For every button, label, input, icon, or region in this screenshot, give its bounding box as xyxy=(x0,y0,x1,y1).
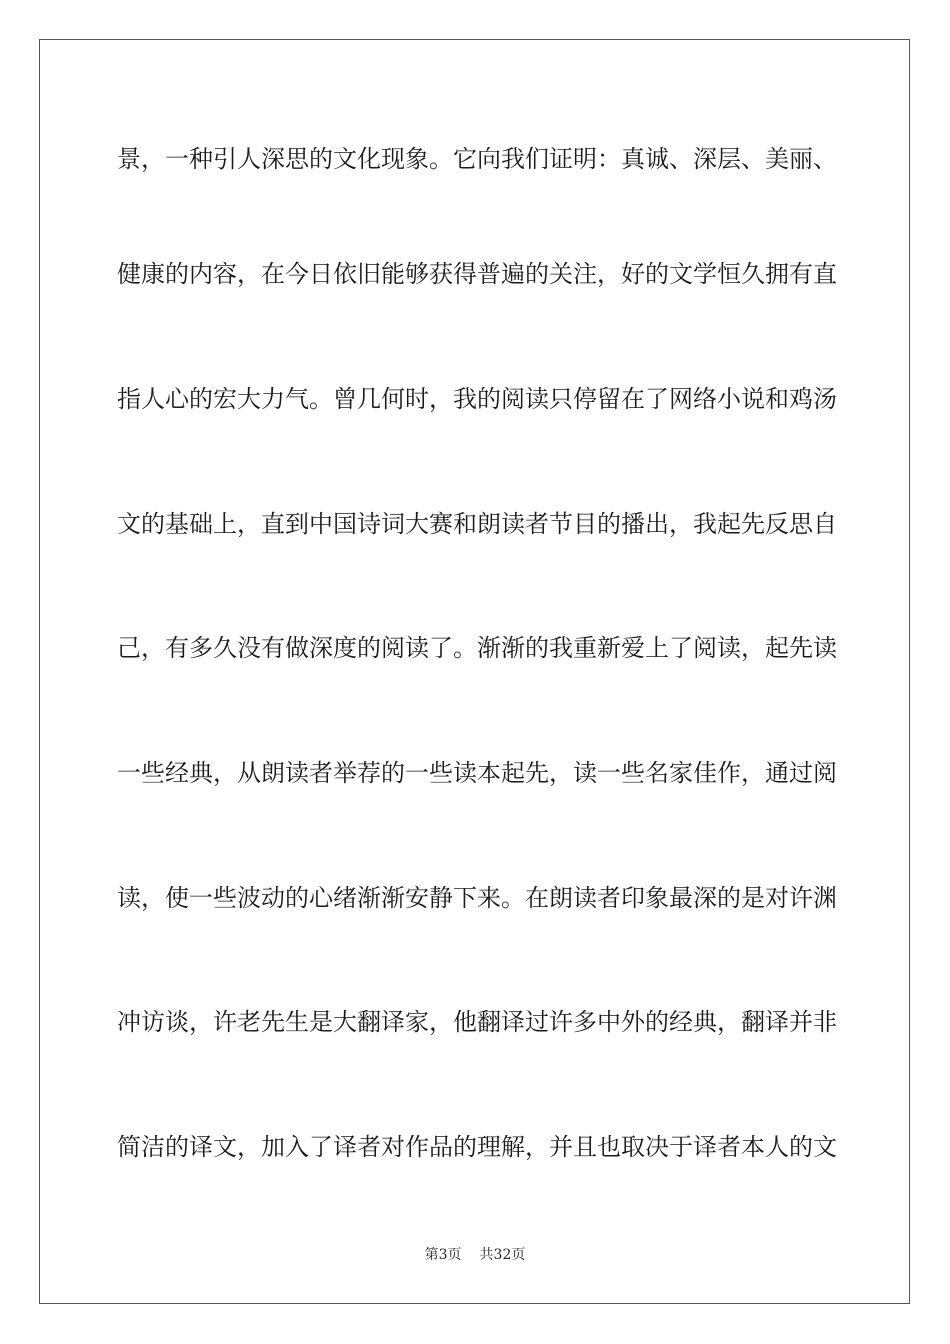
page-border xyxy=(39,39,910,1304)
text-line-2: 健康的内容，在今日依旧能够获得普遍的关注，好的文学恒久拥有直 xyxy=(117,260,837,288)
page-footer xyxy=(0,1245,950,1265)
text-line-7: 读，使一些波动的心绪渐渐安静下来。在朗读者印象最深的是对许渊 xyxy=(117,884,837,912)
text-line-8: 冲访谈，许老先生是大翻译家，他翻译过许多中外的经典，翻译并非 xyxy=(117,1008,837,1036)
text-line-5: 己，有多久没有做深度的阅读了。渐渐的我重新爱上了阅读，起先读 xyxy=(117,634,837,662)
text-line-3: 指人心的宏大力气。曾几何时，我的阅读只停留在了网络小说和鸡汤 xyxy=(117,385,837,413)
text-line-6: 一些经典，从朗读者举荐的一些读本起先，读一些名家佳作，通过阅 xyxy=(117,759,837,787)
text-line-4: 文的基础上，直到中国诗词大赛和朗读者节目的播出，我起先反思自 xyxy=(117,510,837,538)
page-number: 第3页 xyxy=(424,1247,462,1263)
text-line-9: 简洁的译文，加入了译者对作品的理解，并且也取决于译者本人的文 xyxy=(117,1133,837,1161)
text-line-1: 景，一种引人深思的文化现象。它向我们证明：真诚、深层、美丽、 xyxy=(117,145,837,173)
page-total: 共32页 xyxy=(479,1247,526,1263)
